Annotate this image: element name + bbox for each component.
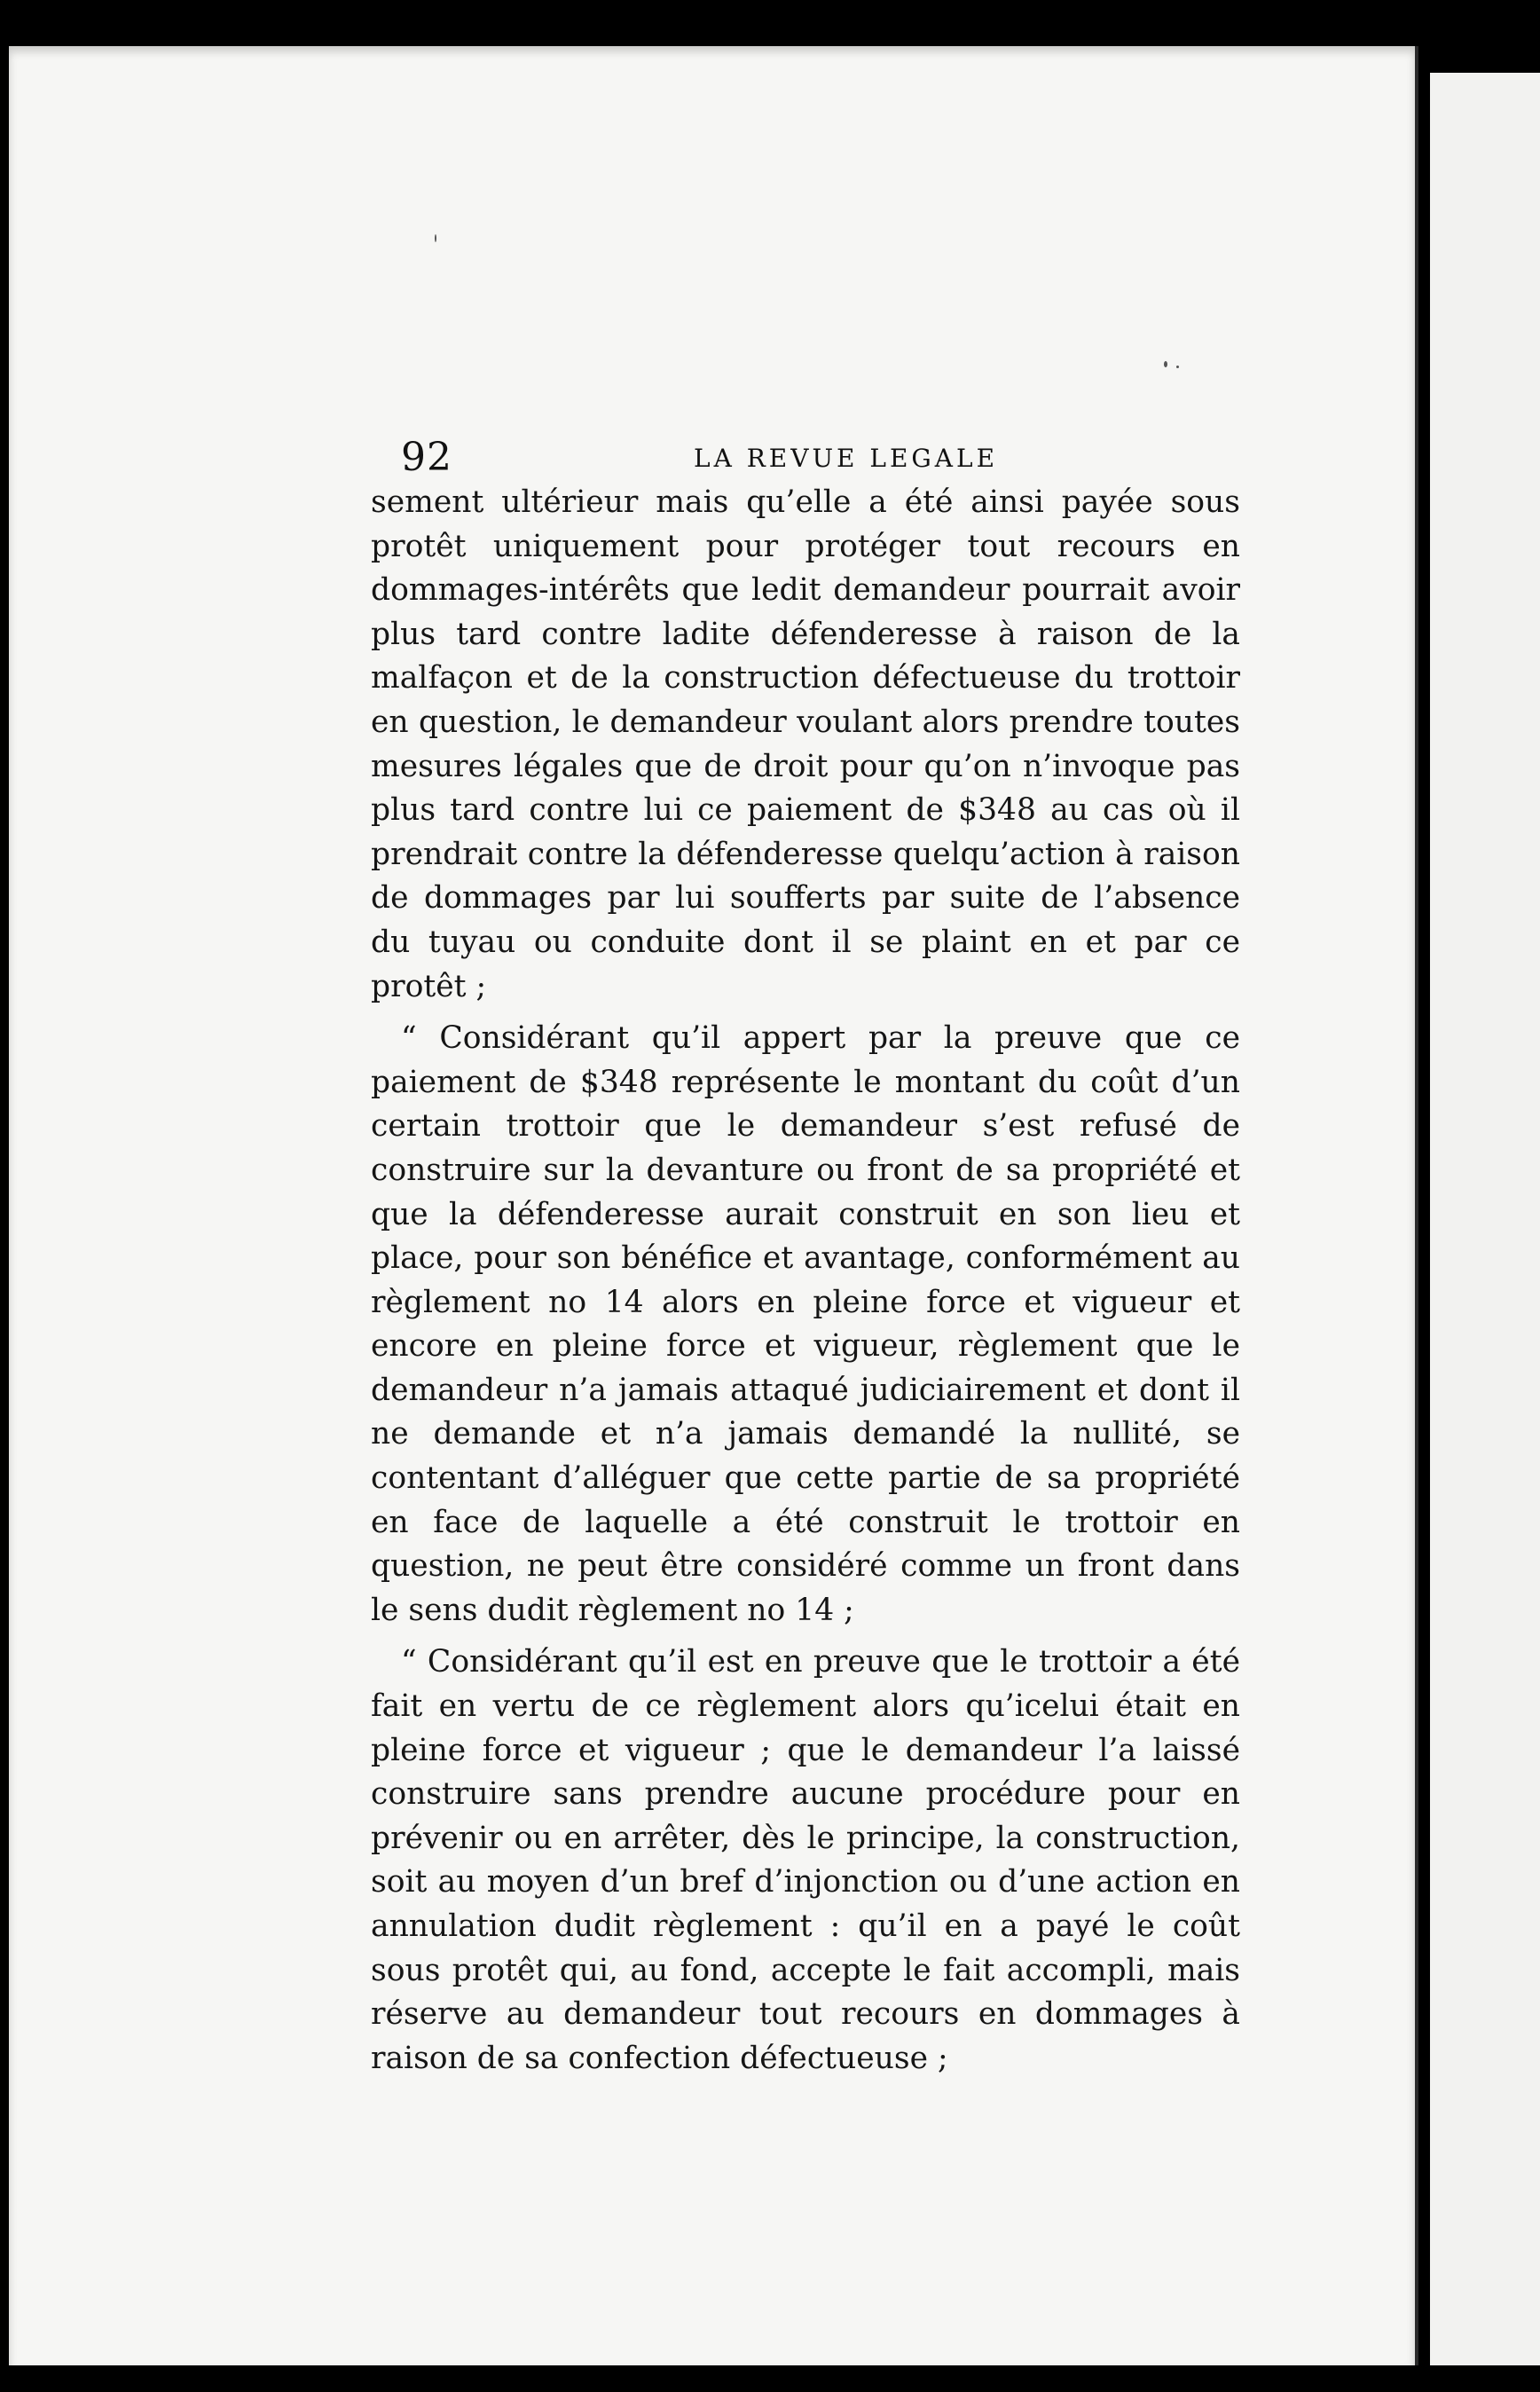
page-number: 92 (401, 435, 452, 480)
body-text (371, 481, 1240, 2089)
running-title: LA REVUE LEGALE (694, 444, 999, 473)
paragraph-1: sement ultérieur mais qu’elle a été ainsi payée sous protêt uniquement pour protéger tout recours en dommages-intérêts que ledit demandeur pourrait avoir plus tard contre ladite défenderesse à raison de la malfaçon et de la construction défectueuse du trottoir en question, le demandeur voulant alors prendre toutes mesures légales que de droit pour qu’on n’invoque pas plus tard contre lui ce paiement de $348 au cas où il prendrait contre la défenderesse quelqu’action à raison de dommages par lui soufferts par suite de l’absence du tuyau ou conduite dont il se plaint en et par ce protêt ; (371, 484, 1240, 1004)
paragraph-2: “ Considérant qu’il appert par la preuve que ce paiement de $348 représente le montant du coût d’un certain trottoir que le demandeur s’est refusé de construire sur la devanture ou front de sa propriété et que la défenderesse aurait construit en son lieu et place, pour son bénéfice et avantage, conformément au règlement no 14 alors en pleine force et vigueur et encore en pleine force et vigueur, règlement que le demandeur n’a jamais attaqué judiciairement et dont il ne demande et n’a jamais demandé la nullité, se contentant d’alléguer que cette partie de sa propriété en face de laquelle a été construit le trottoir en question, ne peut être considéré comme un front dans le sens dudit règlement no 14 ; (371, 1020, 1240, 1628)
adjacent-page-edge (1430, 73, 1540, 2365)
paragraph-3: “ Considérant qu’il est en preuve que le trottoir a été fait en vertu de ce règlement alors qu’icelui était en pleine force et vigueur ; que le demandeur l’a laissé construire sans prendre aucune procédure pour en prévenir ou en arrêter, dès le principe, la construction, soit au moyen d’un bref d’injonction ou d’une action en annulation dudit règlement : qu’il en a payé le coût sous protêt qui, au fond, accepte le fait accompli, mais réserve au demandeur tout recours en dommages à raison de sa confection défectueuse ; (371, 1644, 1240, 2076)
